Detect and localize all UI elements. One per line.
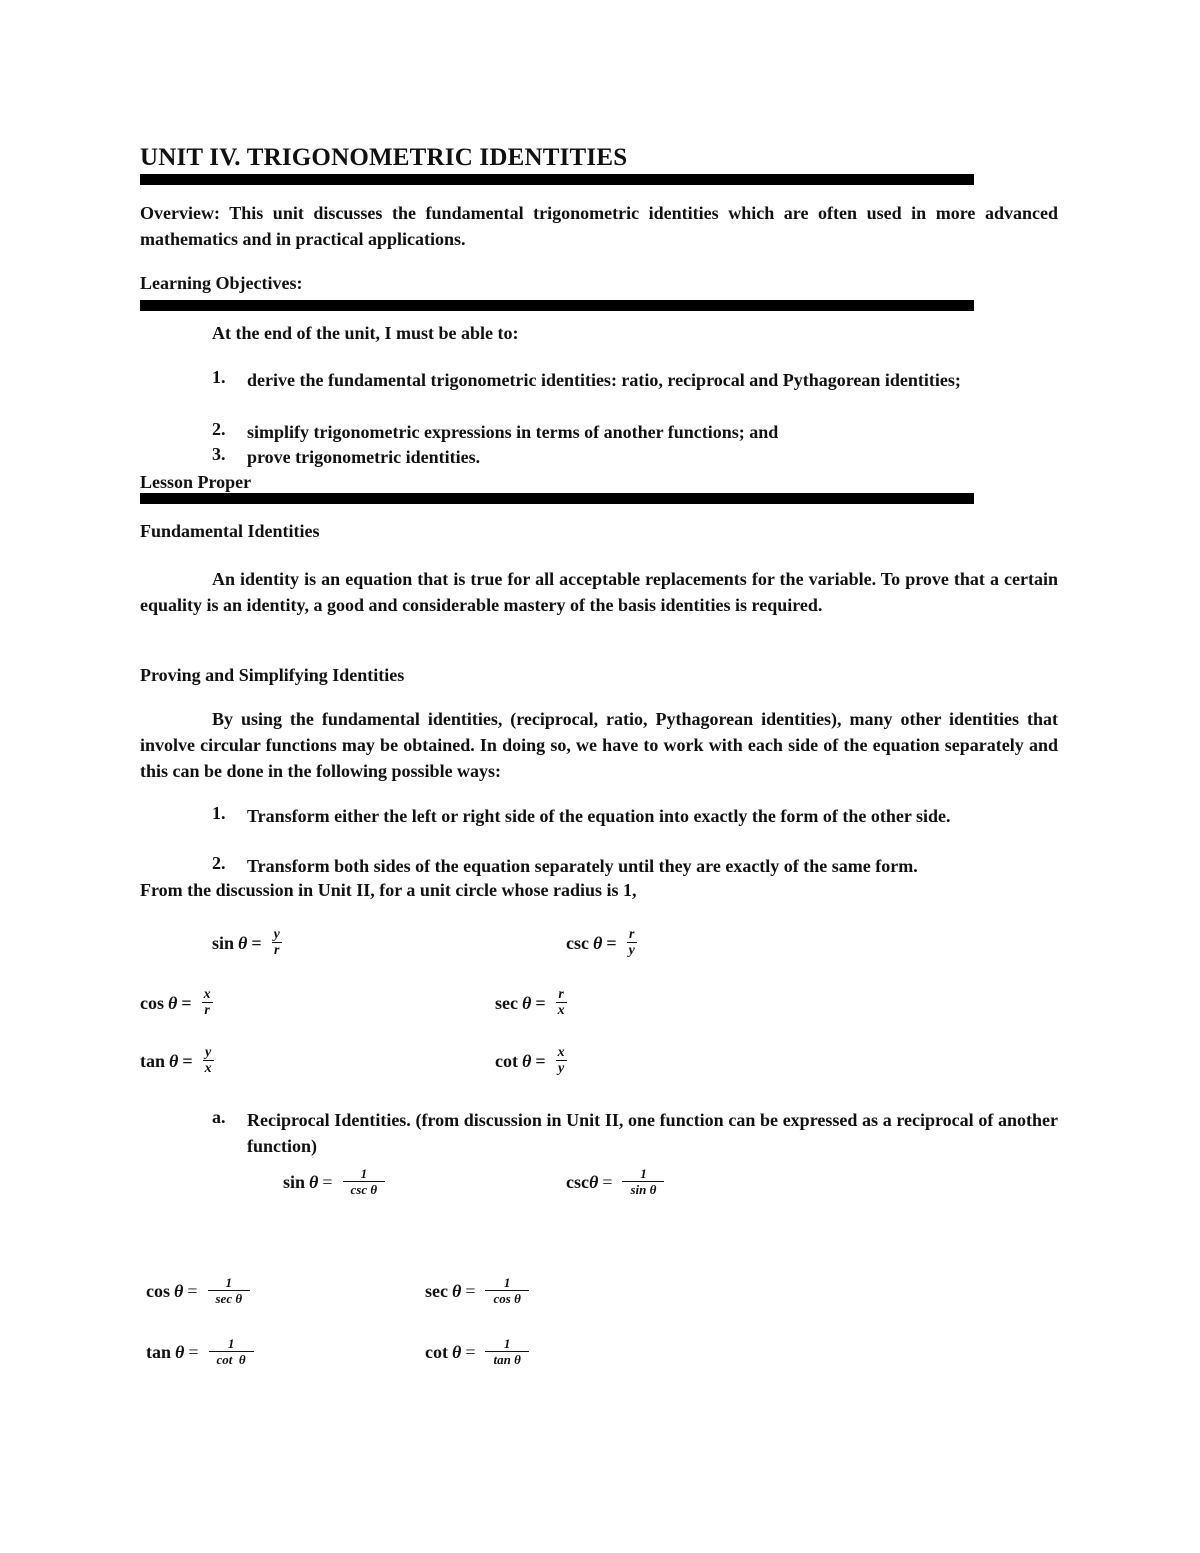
- reciprocal-identity-tan: [146, 1336, 254, 1367]
- equals-sign: =: [465, 1280, 476, 1301]
- numerator: 1: [209, 1336, 254, 1352]
- theta-symbol: θ: [521, 1050, 532, 1071]
- function-name: tan: [146, 1341, 172, 1362]
- reciprocal-identity-cos: [146, 1275, 250, 1306]
- numerator: 1: [485, 1336, 528, 1352]
- function-name: csc: [566, 932, 589, 953]
- theta-symbol: θ: [168, 992, 178, 1013]
- objectives-rule: [140, 300, 974, 311]
- equals-sign: =: [602, 1171, 613, 1192]
- theta-symbol: θ: [169, 1050, 179, 1071]
- equals-sign: =: [188, 1341, 199, 1362]
- objective-item: prove trigonometric identities.: [247, 447, 481, 467]
- equals-sign: =: [251, 932, 262, 953]
- objective-item: derive the fundamental trigonometric identities: ratio, reciprocal and Pythagorean identities;: [247, 370, 961, 390]
- objective-number: 1.: [212, 367, 226, 387]
- reciprocal-description: Reciprocal Identities. (from discussion in Unit II, one function can be expressed as a reciprocal of another function): [247, 1110, 1058, 1156]
- denominator: cot θ: [216, 1352, 246, 1367]
- unit-circle-line: From the discussion in Unit II, for a unit circle whose radius is 1,: [140, 880, 637, 900]
- fundamental-heading: Fundamental Identities: [140, 521, 320, 541]
- numerator: y: [273, 927, 280, 942]
- lesson-heading: Lesson Proper: [140, 472, 252, 492]
- definition-sec: [495, 987, 567, 1018]
- numerator: 1: [622, 1166, 664, 1182]
- equals-sign: =: [535, 992, 546, 1013]
- denominator: x: [204, 1061, 212, 1076]
- definition-cos: [140, 987, 213, 1018]
- denominator: tan θ: [493, 1352, 521, 1367]
- theta-symbol: θ: [309, 1171, 319, 1192]
- equals-sign: =: [181, 992, 192, 1013]
- equals-sign: =: [187, 1280, 198, 1301]
- theta-symbol: θ: [238, 932, 248, 953]
- numerator: 1: [343, 1166, 386, 1182]
- way-number: 1.: [212, 803, 226, 823]
- denominator: sin θ: [630, 1182, 657, 1197]
- function-name: sec: [495, 992, 518, 1013]
- reciprocal-identity-csc: [566, 1166, 664, 1197]
- denominator: x: [557, 1003, 565, 1018]
- function-name: sin: [283, 1171, 306, 1192]
- numerator: 1: [208, 1275, 251, 1291]
- proving-paragraph: By using the fundamental identities, (reciprocal, ratio, Pythagorean identities), many other identities that involve circular functions may be obtained. In doing so, we have to work with each side of the equation separately and this can be done in the following possible ways:: [140, 709, 1058, 781]
- numerator: x: [557, 1045, 565, 1060]
- objective-number: 3.: [212, 444, 226, 464]
- lesson-rule: [140, 493, 974, 504]
- function-name: cot: [425, 1341, 448, 1362]
- denominator: y: [557, 1061, 565, 1076]
- denominator: sec θ: [215, 1291, 243, 1306]
- denominator: y: [628, 943, 635, 958]
- function-name: sec: [425, 1280, 448, 1301]
- equals-sign: =: [322, 1171, 333, 1192]
- function-name: cos: [146, 1280, 170, 1301]
- equals-sign: =: [182, 1050, 193, 1071]
- denominator: r: [274, 943, 280, 958]
- reciprocal-label: a.: [212, 1107, 226, 1127]
- numerator: x: [203, 987, 211, 1002]
- denominator: r: [204, 1003, 210, 1018]
- theta-symbol: θ: [521, 992, 532, 1013]
- identity-paragraph: An identity is an equation that is true for all acceptable replacements for the variable. To prove that a certain equality is an identity, a good and considerable mastery of the basis identities is required.: [140, 569, 1058, 615]
- function-name: tan: [140, 1050, 166, 1071]
- objective-item: simplify trigonometric expressions in terms of another functions; and: [247, 422, 779, 442]
- way-item: Transform both sides of the equation separately until they are exactly of the same form.: [247, 856, 918, 876]
- denominator: csc θ: [350, 1182, 378, 1197]
- way-item: Transform either the left or right side of the equation into exactly the form of the other side.: [247, 806, 951, 826]
- function-name: cot: [495, 1050, 518, 1071]
- equals-sign: =: [606, 932, 617, 953]
- definition-tan: [140, 1045, 214, 1076]
- reciprocal-identity-sin: [283, 1166, 385, 1197]
- equals-sign: =: [465, 1341, 476, 1362]
- reciprocal-identity-cot: [425, 1336, 529, 1367]
- overview-paragraph: Overview: This unit discusses the fundamental trigonometric identities which are often used in more advanced mathematics and in practical applications.: [140, 203, 1058, 249]
- title-rule: [140, 174, 974, 185]
- numerator: r: [556, 987, 567, 1003]
- definition-cot: [495, 1045, 567, 1076]
- function-name: sin: [212, 932, 235, 953]
- theta-symbol: θ: [451, 1341, 462, 1362]
- theta-symbol: θ: [175, 1341, 185, 1362]
- objectives-intro: At the end of the unit, I must be able to:: [212, 323, 519, 343]
- reciprocal-identity-sec: [425, 1275, 529, 1306]
- theta-symbol: θ: [451, 1280, 462, 1301]
- objectives-heading: Learning Objectives:: [140, 273, 303, 293]
- equals-sign: =: [535, 1050, 546, 1071]
- page-title: UNIT IV. TRIGONOMETRIC IDENTITIES: [140, 144, 628, 171]
- denominator: cos θ: [493, 1291, 521, 1306]
- theta-symbol: θ: [592, 932, 603, 953]
- definition-csc: [566, 927, 637, 958]
- objective-number: 2.: [212, 419, 226, 439]
- theta-symbol: θ: [174, 1280, 184, 1301]
- definition-sin: [212, 927, 282, 958]
- function-name: csc: [566, 1171, 589, 1192]
- function-name: cos: [140, 992, 164, 1013]
- numerator: r: [627, 927, 637, 943]
- numerator: 1: [485, 1275, 528, 1291]
- theta-symbol: θ: [588, 1171, 599, 1192]
- numerator: y: [203, 1045, 214, 1061]
- way-number: 2.: [212, 853, 226, 873]
- proving-heading: Proving and Simplifying Identities: [140, 665, 405, 685]
